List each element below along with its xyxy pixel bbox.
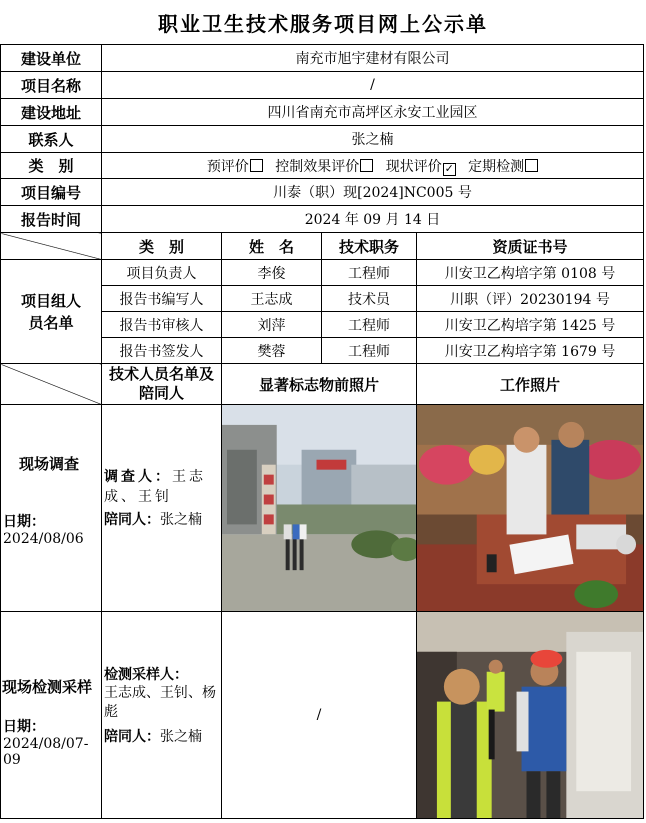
type-option-2: 现状评价 bbox=[385, 158, 442, 175]
team-header-cert: 资质证书号 bbox=[417, 233, 644, 260]
type-options bbox=[102, 153, 644, 179]
landmark-header: 显著标志物前照片 bbox=[222, 364, 417, 405]
checkbox-2: ✓ bbox=[444, 161, 454, 175]
persons-header: 技术人员名单及陪同人 bbox=[102, 364, 222, 405]
page-title: 职业卫生技术服务项目网上公示单 bbox=[158, 12, 488, 36]
unit-label: 建设单位 bbox=[1, 45, 102, 72]
date-value: 2024 年 09 月 14 日 bbox=[102, 206, 644, 233]
work-photo-survey bbox=[417, 405, 644, 612]
landmark-photo-sampling: / bbox=[222, 612, 417, 819]
diagonal-cell bbox=[1, 364, 102, 405]
addr-label: 建设地址 bbox=[1, 99, 102, 126]
work-header: 工作照片 bbox=[417, 364, 644, 405]
type-option-1: 控制效果评价 bbox=[275, 158, 360, 175]
team-header-title: 技术职务 bbox=[322, 233, 417, 260]
sampling-date-label: 日期： bbox=[3, 719, 45, 736]
code-value: 川泰（职）现[2024]NC005 号 bbox=[102, 179, 644, 206]
table-cell: 樊蓉 bbox=[222, 338, 322, 364]
factory-gate-photo bbox=[222, 405, 416, 611]
diagonal-cell bbox=[1, 233, 102, 260]
name-value: / bbox=[102, 72, 644, 99]
name-label: 项目名称 bbox=[1, 72, 102, 99]
survey-label-cell bbox=[1, 405, 102, 612]
addr-value: 四川省南充市高坪区永安工业园区 bbox=[102, 99, 644, 126]
team-header-type: 类 别 bbox=[102, 233, 222, 260]
team-label: 项目组人员名单 bbox=[1, 260, 102, 364]
team-header-name: 姓 名 bbox=[222, 233, 322, 260]
date-label: 报告时间 bbox=[1, 206, 102, 233]
table-cell: 报告书编写人 bbox=[102, 286, 222, 312]
sampling-companion: 张之楠 bbox=[160, 729, 202, 746]
sampler-label: 检测采样人： bbox=[104, 667, 188, 684]
sampling-persons-cell bbox=[102, 612, 222, 819]
table-cell: 川安卫乙构培字第 1679 号 bbox=[417, 338, 644, 364]
office-work-photo bbox=[417, 405, 643, 611]
type-label: 类 别 bbox=[1, 153, 102, 179]
checkbox-3 bbox=[525, 159, 538, 172]
table-cell: 川安卫乙构培字第 0108 号 bbox=[417, 260, 644, 286]
survey-date-label: 日期： bbox=[3, 514, 45, 530]
table-cell: 刘萍 bbox=[222, 312, 322, 338]
table-cell: 报告书审核人 bbox=[102, 312, 222, 338]
notice-table bbox=[0, 44, 644, 819]
table-cell: 报告书签发人 bbox=[102, 338, 222, 364]
survey-companion: 张之楠 bbox=[160, 512, 202, 528]
survey-label: 现场调查 bbox=[19, 455, 80, 473]
samplers: 王志成、王钊、杨彪 bbox=[104, 685, 216, 721]
table-cell: 工程师 bbox=[322, 338, 417, 364]
table-cell: 李俊 bbox=[222, 260, 322, 286]
sampling-companion-label: 陪同人： bbox=[104, 729, 160, 746]
sampling-date: 2024/08/07-09 bbox=[3, 736, 89, 769]
contact-label: 联系人 bbox=[1, 126, 102, 153]
sampling-label: 现场检测采样 bbox=[2, 678, 93, 697]
investigators: 王志成、王钊 bbox=[104, 469, 206, 505]
landmark-photo-survey bbox=[222, 405, 417, 612]
sampling-work-photo bbox=[417, 612, 643, 818]
contact-value: 张之楠 bbox=[102, 126, 644, 153]
survey-date: 2024/08/06 bbox=[3, 531, 84, 547]
table-cell: 工程师 bbox=[322, 312, 417, 338]
table-cell: 川安卫乙构培字第 1425 号 bbox=[417, 312, 644, 338]
checkbox-1 bbox=[360, 159, 373, 172]
investigator-label: 调查人： bbox=[104, 469, 172, 485]
type-option-0: 预评价 bbox=[206, 158, 249, 175]
work-photo-sampling bbox=[417, 612, 644, 819]
unit-value: 南充市旭宇建材有限公司 bbox=[102, 45, 644, 72]
table-cell: 项目负责人 bbox=[102, 260, 222, 286]
checkbox-0 bbox=[250, 159, 263, 172]
table-cell: 工程师 bbox=[322, 260, 417, 286]
type-option-3: 定期检测 bbox=[468, 158, 525, 175]
table-cell: 王志成 bbox=[222, 286, 322, 312]
code-label: 项目编号 bbox=[1, 179, 102, 206]
table-cell: 技术员 bbox=[322, 286, 417, 312]
survey-companion-label: 陪同人： bbox=[104, 512, 160, 528]
sampling-label-cell bbox=[1, 612, 102, 819]
survey-persons-cell bbox=[102, 405, 222, 612]
table-cell: 川职（评）20230194 号 bbox=[417, 286, 644, 312]
